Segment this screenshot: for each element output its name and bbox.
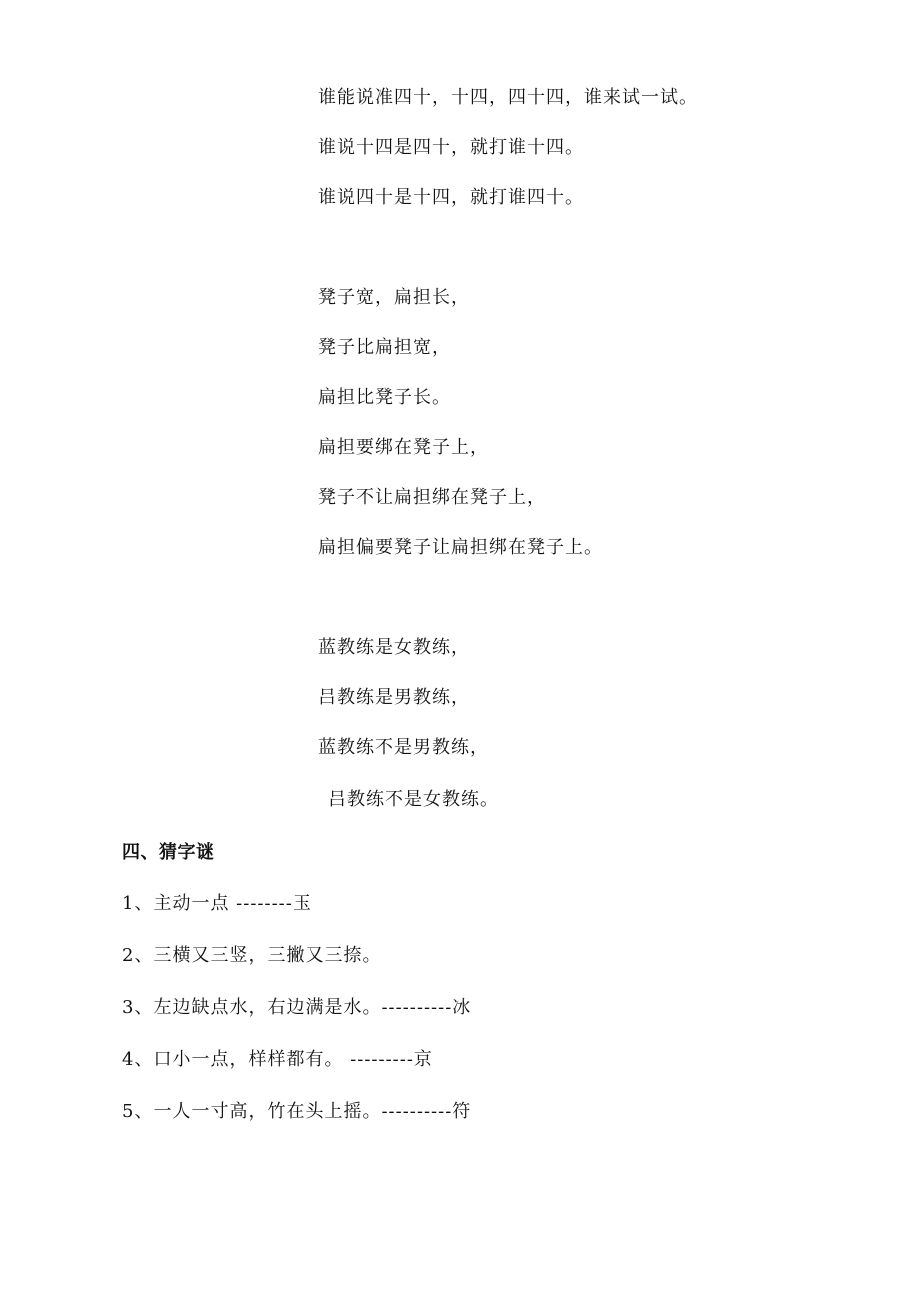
twister-1-line-1: 谁能说准四十，十四，四十四，谁来试一试。 bbox=[318, 87, 698, 108]
section-heading: 四、猜字谜 bbox=[122, 842, 215, 863]
riddle-2: 2、三横又三竖，三撇又三捺。 bbox=[122, 945, 382, 966]
twister-1-line-2: 谁说十四是四十，就打谁十四。 bbox=[318, 137, 584, 158]
riddle-3: 3、左边缺点水，右边满是水。----------冰 bbox=[122, 997, 472, 1018]
twister-1-line-3: 谁说四十是十四，就打谁四十。 bbox=[318, 187, 584, 208]
twister-2-line-1: 凳子宽，扁担长， bbox=[318, 287, 470, 308]
riddle-5: 5、一人一寸高，竹在头上摇。----------符 bbox=[122, 1101, 472, 1122]
twister-3-line-2: 吕教练是男教练， bbox=[318, 687, 470, 708]
riddle-4: 4、口小一点，样样都有。 ---------京 bbox=[122, 1049, 433, 1070]
twister-3-line-1: 蓝教练是女教练， bbox=[318, 637, 470, 658]
twister-3-line-4: 吕教练不是女教练。 bbox=[328, 789, 499, 810]
twister-3-line-3: 蓝教练不是男教练， bbox=[318, 737, 489, 758]
riddle-1: 1、主动一点 --------玉 bbox=[122, 893, 312, 914]
twister-2-line-4: 扁担要绑在凳子上， bbox=[318, 437, 489, 458]
twister-2-line-5: 凳子不让扁担绑在凳子上， bbox=[318, 487, 546, 508]
twister-2-line-2: 凳子比扁担宽， bbox=[318, 337, 451, 358]
twister-2-line-6: 扁担偏要凳子让扁担绑在凳子上。 bbox=[318, 537, 603, 558]
twister-2-line-3: 扁担比凳子长。 bbox=[318, 387, 451, 408]
